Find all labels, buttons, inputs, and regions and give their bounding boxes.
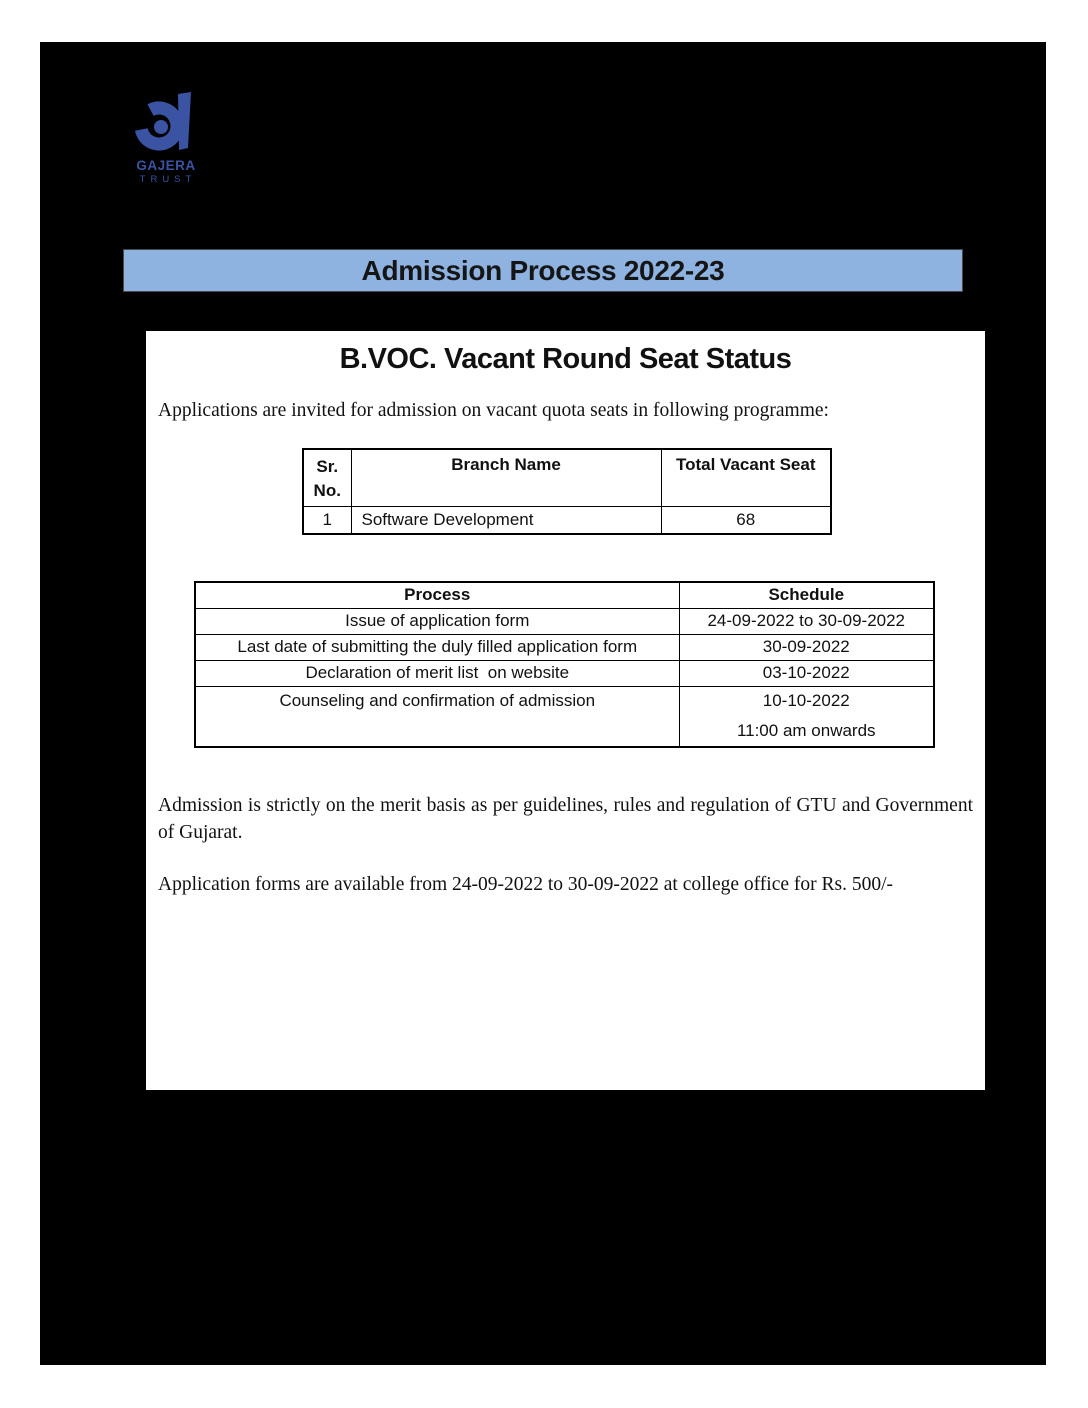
- cell-schedule: 24-09-2022 to 30-09-2022: [679, 608, 934, 634]
- vacant-seat-table: [302, 448, 832, 535]
- header-branch-name: Branch Name: [351, 449, 661, 507]
- cell-process: Declaration of merit list on website: [195, 660, 679, 686]
- page-title: B.VOC. Vacant Round Seat Status: [339, 343, 792, 375]
- cell-process: Issue of application form: [195, 608, 679, 634]
- seat-table-row: [303, 507, 831, 535]
- forms-paragraph: Application forms are available from 24-09-2022 to 30-09-2022 at college office for Rs. 500/-: [158, 874, 894, 896]
- content-card: [146, 331, 985, 1090]
- header-process: Process: [195, 582, 679, 608]
- schedule-row: [195, 660, 934, 686]
- schedule-table: [194, 581, 935, 748]
- cell-schedule: 30-09-2022: [679, 634, 934, 660]
- cell-process: Counseling and confirmation of admission: [195, 686, 679, 747]
- schedule-row: [195, 686, 934, 747]
- schedule-date: 10-10-2022: [762, 690, 850, 710]
- cell-process: Last date of submitting the duly filled application form: [195, 634, 679, 660]
- banner-title: Admission Process 2022-23: [361, 255, 725, 286]
- gajera-a-icon: [134, 92, 198, 156]
- cell-total-vacant-seat: 68: [661, 507, 831, 535]
- header-total-vacant-seat: Total Vacant Seat: [661, 449, 831, 507]
- header-sr-no: Sr. No.: [303, 449, 351, 507]
- schedule-header-row: [195, 582, 934, 608]
- cell-branch-name: Software Development: [351, 507, 661, 535]
- cell-schedule: [679, 686, 934, 747]
- document-frame: [40, 42, 1046, 1365]
- cell-sr-no: 1: [303, 507, 351, 535]
- logo-gajera-text: GAJERA: [136, 158, 196, 173]
- logo-trust-text: TRUST: [139, 174, 197, 185]
- admission-process-banner: [123, 249, 963, 292]
- schedule-row: [195, 634, 934, 660]
- schedule-time: 11:00 am onwards: [736, 720, 876, 740]
- intro-text: Applications are invited for admission on vacant quota seats in following programme:: [158, 400, 829, 421]
- gajera-trust-logo: [128, 92, 204, 185]
- cell-schedule: 03-10-2022: [679, 660, 934, 686]
- merit-paragraph: Admission is strictly on the merit basis as per guidelines, rules and regulation of GTU and Government of Gujarat.: [158, 794, 973, 843]
- seat-table-header-row: [303, 449, 831, 507]
- header-schedule: Schedule: [679, 582, 934, 608]
- schedule-row: [195, 608, 934, 634]
